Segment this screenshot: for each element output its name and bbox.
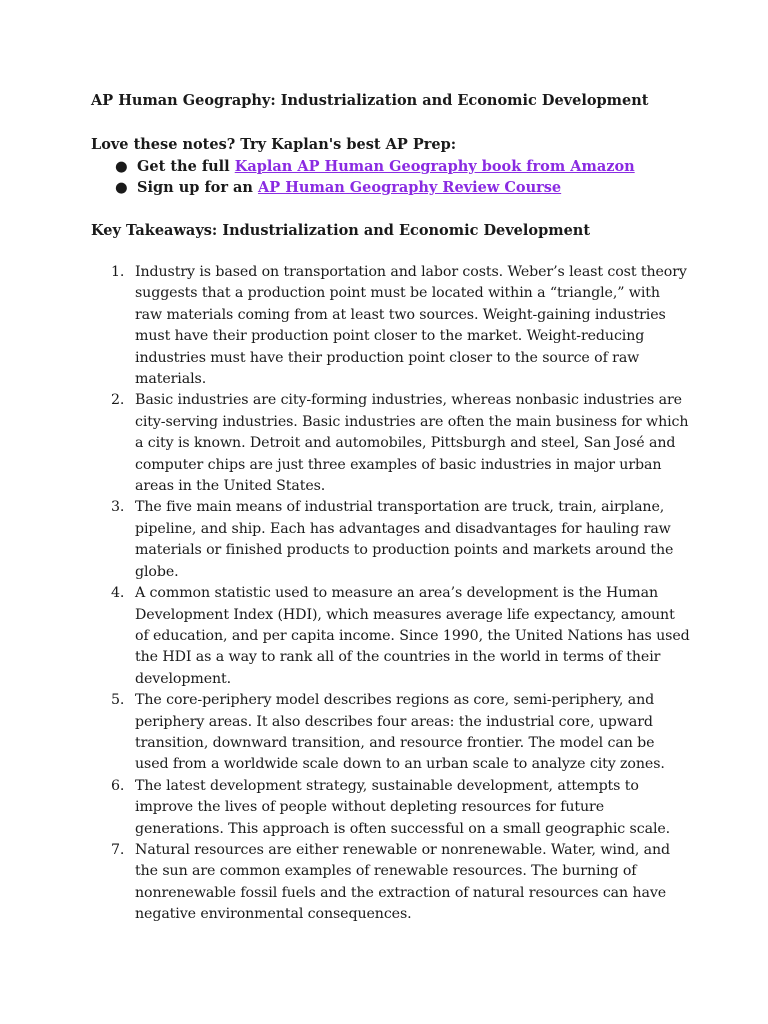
takeaway-item xyxy=(91,583,691,690)
takeaway-text: Basic industries are city-forming industries, whereas nonbasic industries are city-serving industries. Basic industries are often the main business for which a city is known. Detroit and automobiles, Pittsburgh and steel, San José and computer chips are just three examples of basic industries in major urban areas in the United States. xyxy=(135,392,689,495)
promo-heading: Love these notes? Try Kaplan's best AP Prep: xyxy=(91,136,457,153)
item-number: 7. xyxy=(111,841,125,858)
takeaways-list xyxy=(91,262,691,926)
item-number: 5. xyxy=(111,692,125,709)
takeaway-text: Industry is based on transportation and labor costs. Weber’s least cost theory suggests that a production point must be located within a “triangle,” with raw materials coming from at least two sources. Weight-gaining industries must have their production point closer to the market. Weight-reducing industries must have their production point closer to the source of raw materials. xyxy=(135,264,687,388)
item-number: 2. xyxy=(111,392,125,409)
review-course-link[interactable]: AP Human Geography Review Course xyxy=(258,179,562,196)
takeaway-text: Natural resources are either renewable or nonrenewable. Water, wind, and the sun are common examples of renewable resources. The burning of nonrenewable fossil fuels and the extraction of natural resources can have negative environmental consequences. xyxy=(135,841,671,923)
takeaway-item xyxy=(91,262,691,390)
document-page xyxy=(91,90,691,926)
section-heading: Key Takeaways: Industrialization and Economic Development xyxy=(91,222,591,239)
bullet-icon: ● xyxy=(115,179,128,196)
takeaway-text: The five main means of industrial transportation are truck, train, airplane, pipeline, and ship. Each has advantages and disadvantages for hauling raw materials or finished products to production points and markets around the globe. xyxy=(135,499,674,580)
page-title: AP Human Geography: Industrialization and Economic Development xyxy=(91,92,649,109)
promo-list xyxy=(91,156,691,198)
bullet-icon: ● xyxy=(115,158,128,175)
takeaway-text: A common statistic used to measure an area’s development is the Human Development Index (HDI), which measures average life expectancy, amount of education, and per capita income. Since 1990, the United Nations has used the HDI as a way to rank all of the countries in the world in terms of their development. xyxy=(135,585,690,687)
kaplan-book-link[interactable]: Kaplan AP Human Geography book from Amazon xyxy=(234,158,635,175)
takeaway-text: The latest development strategy, sustainable development, attempts to improve the lives of people without depleting resources for future generations. This approach is often successful on a small geographic scale. xyxy=(135,777,671,837)
item-number: 3. xyxy=(111,499,125,516)
takeaway-item xyxy=(91,690,691,776)
takeaway-item xyxy=(91,840,691,926)
promo-item-book xyxy=(91,156,691,177)
item-number: 6. xyxy=(111,777,125,794)
item-number: 1. xyxy=(111,264,125,280)
takeaway-item xyxy=(91,390,691,497)
takeaway-text: The core-periphery model describes regions as core, semi-periphery, and periphery areas. It also describes four areas: the industrial core, upward transition, downward transition, and resource frontier. The model can be used from a worldwide scale down to an urban scale to analyze city zones. xyxy=(135,692,665,773)
takeaway-item xyxy=(91,776,691,840)
item-number: 4. xyxy=(111,585,125,602)
promo-item-prefix: Get the full xyxy=(137,158,235,175)
promo-item-course xyxy=(91,177,691,198)
takeaway-item xyxy=(91,497,691,583)
promo-item-prefix: Sign up for an xyxy=(137,179,259,196)
